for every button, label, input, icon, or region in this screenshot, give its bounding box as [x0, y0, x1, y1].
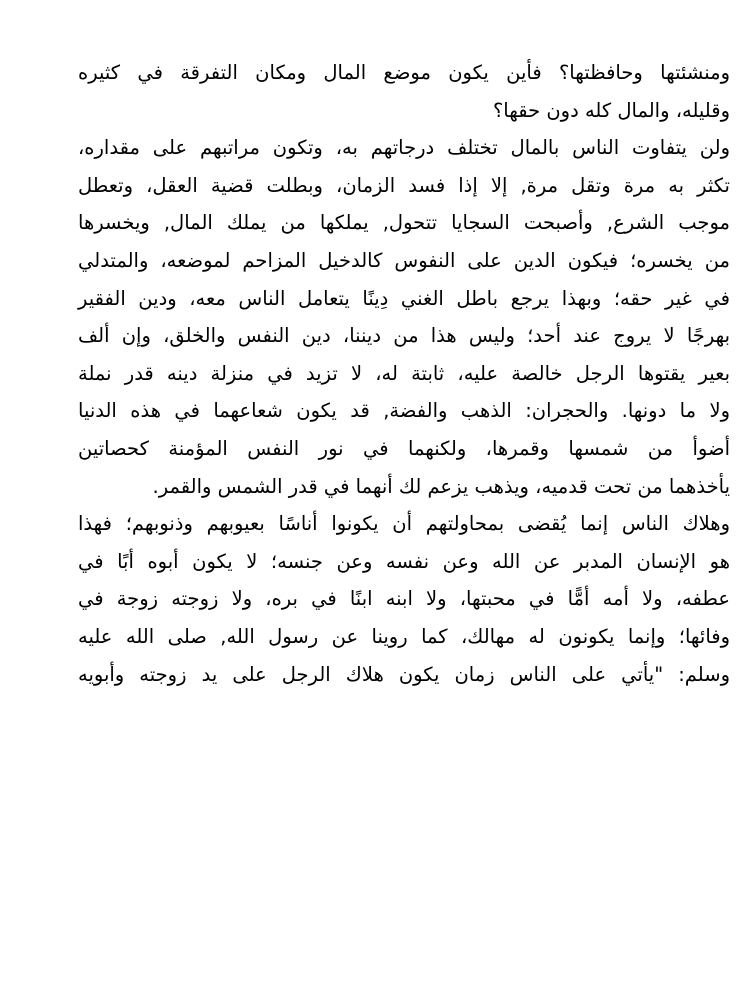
- text-line-2: وقليله، والمال كله دون حقها؟: [492, 98, 730, 122]
- document-page: [78, 54, 730, 954]
- text-line-16: وفائها؛ وإنما يكونون له مهالك، كما روينا عن رسول الله, صلى الله عليه: [78, 624, 730, 648]
- text-line-9: بعير يقتوها الرجل خالصة عليه، ثابتة له، لا تزيد في منزلة دينه قدر نملة: [78, 361, 730, 385]
- text-line-7: في غير حقه؛ وبهذا يرجع باطل الغني دِينًا يتعامل الناس معه، ودين الفقير: [78, 286, 730, 310]
- text-line-3: ولن يتفاوت الناس بالمال تختلف درجاتهم به، وتكون مراتبهم على مقداره،: [78, 136, 730, 160]
- text-line-14: هو الإنسان المدبر عن الله وعن نفسه وعن جنسه؛ لا يكون أبوه أبًا في: [78, 549, 730, 573]
- text-line-10: ولا ما دونها. والحجران: الذهب والفضة, قد يكون شعاعهما في هذه الدنيا: [78, 399, 730, 423]
- text-line-17: وسلم: "يأتي على الناس زمان يكون هلاك الرجل على يد زوجته وأبويه: [78, 662, 730, 686]
- text-line-5: موجب الشرع, وأصبحت السجايا تتحول, يملكها من يملك المال, ويخسرها: [78, 211, 730, 235]
- text-line-12: يأخذهما من تحت قدميه، ويذهب يزعم لك أنهما في قدر الشمس والقمر.: [152, 474, 730, 498]
- text-line-1: ومنشئتها وحافظتها؟ فأين يكون موضع المال ومكان التفرقة في كثيره: [78, 61, 730, 84]
- text-line-8: بهرجًا لا يروج عند أحد؛ وليس هذا من ديننا، دين النفس والخلق، وإن ألف: [78, 324, 730, 348]
- text-line-15: عطفه، ولا أمه أمًّا في محبتها، ولا ابنه ابنًا في بره، ولا زوجته زوجة في: [78, 587, 730, 611]
- text-line-13: وهلاك الناس إنما يُقضى بمحاولتهم أن يكونوا أناسًا بعيوبهم وذنوبهم؛ فهذا: [78, 512, 730, 536]
- text-line-4: تكثر به مرة وتقل مرة, إلا إذا فسد الزمان، وبطلت قضية العقل، وتعطل: [78, 173, 730, 197]
- text-line-11: أضوأ من شمسها وقمرها، ولكنهما في نور النفس المؤمنة كحصاتين: [78, 436, 730, 460]
- text-line-6: من يخسره؛ فيكون الدين على النفوس كالدخيل المزاحم لموضعه، والمتدلي: [78, 248, 730, 272]
